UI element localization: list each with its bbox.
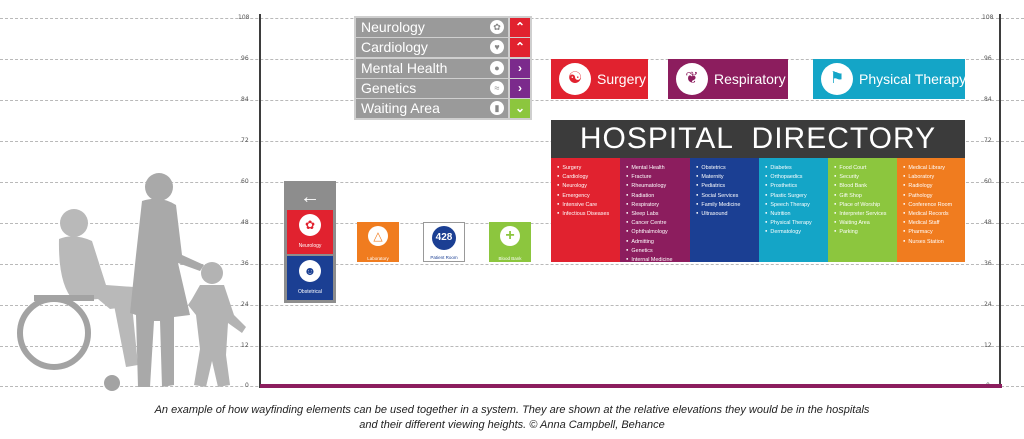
directory-item: ● Ultrasound [696,209,759,218]
caption-line-2: and their different viewing heights. © Anna Campbell, Behance [359,419,665,431]
directory-item: ● Cardiology [557,172,620,181]
directory-item: ● Family Medicine [696,200,759,209]
scale-label-right: 24 [984,301,992,308]
directory-item: ● Fracture [626,172,690,181]
chevron-up-icon: ⌃ [510,18,530,37]
small-sign-blood-bank [489,222,531,262]
hanging-sign-waiting-area [356,99,508,118]
directory-item: ● Ophthalmology [626,227,690,236]
brain-icon: ✿ [299,214,321,236]
scale-label-left: 0 [245,382,249,389]
directory-item: ● Security [834,172,897,181]
directory-item: ● Parking [834,227,897,236]
room-number: 428 [432,226,456,250]
directory-item: ● Surgery [557,163,620,172]
directory-item: ● Pharmacy [903,227,965,236]
plus-icon: + [500,226,520,246]
chevron-right-icon: › [510,79,530,98]
directory-item: ● Medical Staff [903,218,965,227]
pole-panel-obstetrical [287,256,333,300]
department-sign-surgery [551,59,648,99]
chevron-down-icon: ⌄ [510,99,530,118]
department-sign-label: Respiratory [714,71,786,87]
directory-column [551,158,620,262]
flask-icon: △ [368,226,388,246]
directory-item: ● Respiratory [626,200,690,209]
directory-item: ● Blood Bank [834,181,897,190]
people-silhouette-illustration [14,165,254,395]
scale-label-right: 96 [984,55,992,62]
head-icon: ● [490,61,504,75]
directory-item: ● Interpreter Services [834,209,897,218]
directory-item: ● Infectious Diseases [557,209,620,218]
directory-item: ● Conference Room [903,200,965,209]
chevron-up-icon: ⌃ [510,38,530,57]
department-sign-label: Surgery [597,71,647,87]
small-sign-laboratory [357,222,399,262]
seat-icon: ▮ [490,101,504,115]
directory-item: ● Diabetes [765,163,828,172]
directory-item: ● Nurses Station [903,237,965,246]
surgeon-icon: ☯ [559,63,591,95]
directory-item: ● Radiology [903,181,965,190]
lungs-icon: ❦ [676,63,708,95]
therapy-icon: ⚑ [821,63,853,95]
directory-item: ● Intensive Care [557,200,620,209]
hanging-sign-mental-health [356,59,508,78]
hanging-sign-neurology [356,18,508,37]
pole-panel-neurology [287,210,333,254]
pole-panel-label: Obstetrical [298,289,322,295]
directory-column [759,158,828,262]
scale-label-right: 60 [984,178,992,185]
dna-icon: ≈ [490,81,504,95]
directory-column [690,158,759,262]
scale-label-left: 36 [241,260,249,267]
directory-item: ● Social Services [696,191,759,200]
directory-item: ● Medical Records [903,209,965,218]
small-sign-label: Patient Room [430,255,458,260]
directory-item: ● Laboratory [903,172,965,181]
directory-item: ● Food Court [834,163,897,172]
directory-item: ● Physical Therapy [765,218,828,227]
wall-edge-left [259,14,261,388]
scale-label-left: 84 [241,96,249,103]
directory-item: ● Maternity [696,172,759,181]
brain-icon: ✿ [490,20,504,34]
caption-line-1: An example of how wayfinding elements can be used together in a system. They are shown at the relative elevations they would be in the hospitals [154,404,870,416]
directory-item: ● Admitting [626,237,690,246]
hanging-sign-label: Genetics [361,80,417,96]
directory-item: ● Cancer Centre [626,218,690,227]
pole-sign [284,181,336,303]
scale-label-left: 24 [241,301,249,308]
directory-title: HOSPITAL DIRECTORY [551,120,965,158]
hanging-sign-label: Mental Health [361,60,448,76]
pole-panel-label: Neurology [298,243,322,249]
scale-label-left: 72 [241,137,249,144]
small-sign-patient-room [423,222,465,262]
scale-label-right: 12 [984,342,992,349]
directory-item: ● Plastic Surgery [765,191,828,200]
directory-item: ● Neurology [557,181,620,190]
directory-item: ● Gift Shop [834,191,897,200]
wall-edge-right [999,14,1001,388]
scale-label-right: 36 [984,260,992,267]
scale-label-right: 108 [982,14,994,21]
department-sign-label: Physical Therapy [859,71,967,87]
scale-label-left: 60 [241,178,249,185]
directory-item: ● Waiting Area [834,218,897,227]
directory-item: ● Medical Library [903,163,965,172]
directory-item: ● Dermatology [765,227,828,236]
directory-item: ● Obstetrics [696,163,759,172]
arrow-left-icon: ← [300,186,320,208]
directory-item: ● Speech Therapy [765,200,828,209]
directory-item: ● Pathology [903,191,965,200]
directory-item: ● Radiation [626,191,690,200]
scale-label-right: 84 [984,96,992,103]
hanging-sign-genetics [356,79,508,98]
department-sign-respiratory [668,59,788,99]
hanging-sign-label: Cardiology [361,39,428,55]
floor-line [260,384,1002,388]
scale-label-left: 108 [238,14,250,21]
directory-item: ● Dental [626,264,690,273]
heart-icon: ♥ [490,40,504,54]
directory-item: ● Place of Worship [834,200,897,209]
scale-label-right: 48 [984,219,992,226]
scale-label-right: 72 [984,137,992,144]
directory-column [828,158,897,262]
chevron-right-icon: › [510,59,530,78]
directory-item: ● Internal Medicine [626,255,690,264]
directory-column [897,158,965,262]
directory-item: ● Mental Health [626,163,690,172]
directory-item: ● Sleep Labs [626,209,690,218]
directory-item: ● Orthopaedics [765,172,828,181]
department-sign-physical-therapy [813,59,965,99]
hanging-sign-label: Waiting Area [361,100,440,116]
directory-item: ● Nutrition [765,209,828,218]
small-sign-label: Laboratory [367,256,389,261]
hanging-sign-label: Neurology [361,19,425,35]
scale-label-left: 48 [241,219,249,226]
directory-item: ● Pediatrics [696,181,759,190]
baby-icon: ☻ [299,260,321,282]
scale-label-left: 12 [241,342,249,349]
scale-label-left: 96 [241,55,249,62]
hanging-sign-cardiology [356,38,508,57]
directory-item: ● Emergency [557,191,620,200]
directory-item: ● Rheumatology [626,181,690,190]
directory-column [620,158,690,273]
small-sign-label: Blood Bank [498,256,522,261]
directory-item: ● Genetics [626,246,690,255]
directory-item: ● Prosthetics [765,181,828,190]
